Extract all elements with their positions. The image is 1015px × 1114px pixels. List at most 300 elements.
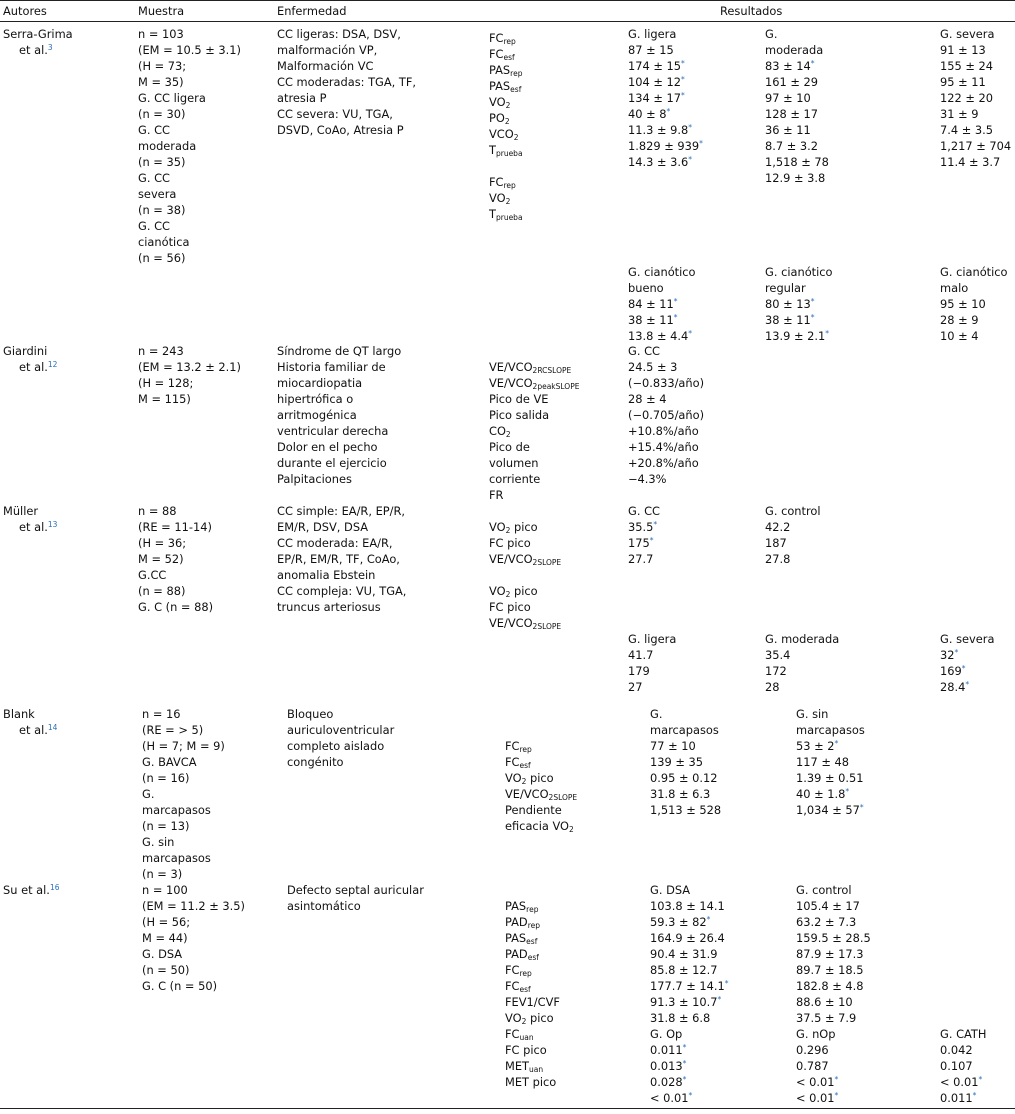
author-line xyxy=(3,706,57,722)
cell-text: VE/VCO xyxy=(489,616,533,630)
result-value xyxy=(940,914,986,930)
result-value xyxy=(796,978,871,994)
result-value xyxy=(650,738,721,754)
cell-text: VO xyxy=(505,771,522,785)
cell-text: FC xyxy=(505,979,520,993)
cell-text: 87.9 ± 17.3 xyxy=(796,947,864,961)
cell-text: 139 ± 35 xyxy=(650,755,704,769)
cell-text: 0.95 ± 0.12 xyxy=(650,771,718,785)
cell-text: 63.2 ± 7.3 xyxy=(796,915,857,929)
sample-cell-line: (n = 38) xyxy=(138,203,186,217)
cell-text: 28 ± 9 xyxy=(940,313,979,327)
cell-text: 32 xyxy=(940,648,955,662)
result-value xyxy=(765,296,833,312)
sample-cell-line: n = 88 xyxy=(138,504,177,518)
cell-text: Serra-Grima xyxy=(3,27,73,41)
result-value xyxy=(628,26,703,42)
significance-asterisk: * xyxy=(673,313,678,322)
cell-text: (−0.833/año) xyxy=(628,376,705,390)
cell-text: Pico de VE xyxy=(489,392,549,406)
disease-cell-line: Bloqueo xyxy=(287,707,334,721)
cell-text: 83 ± 14 xyxy=(765,59,811,73)
result-value xyxy=(796,786,865,802)
cell-text: 105.4 ± 17 xyxy=(796,899,860,913)
disease-cell-line: CC ligeras: DSA, DSV, xyxy=(277,27,401,41)
result-value xyxy=(796,770,865,786)
cell-text: FC pico xyxy=(505,1043,547,1057)
author-line xyxy=(3,26,73,42)
subscript: 2 xyxy=(504,117,510,126)
cell-text: 117 ± 48 xyxy=(796,755,850,769)
result-value xyxy=(650,994,729,1010)
author-line xyxy=(3,519,57,535)
result-value xyxy=(940,328,1008,344)
result-value xyxy=(628,551,660,567)
cell-text: FEV1/CVF xyxy=(505,995,560,1009)
reference-link[interactable]: 3 xyxy=(47,43,53,52)
variable-label xyxy=(489,158,523,174)
significance-asterisk: * xyxy=(961,664,966,673)
disease-cell-line: anomalia Ebstein xyxy=(277,568,376,582)
cell-text: 0.042 xyxy=(940,1043,973,1057)
result-value xyxy=(628,90,703,106)
sample-cell-line: M = 115) xyxy=(138,392,191,406)
disease-cell xyxy=(277,343,401,487)
subscript: prueba xyxy=(495,213,523,222)
result-value xyxy=(765,535,821,551)
sample-cell-line: G. CC xyxy=(138,171,170,185)
result-value xyxy=(940,978,986,994)
sample-cell-line: (EM = 10.5 ± 3.1) xyxy=(138,43,241,57)
author-cell xyxy=(3,706,57,738)
cell-text: 169 xyxy=(940,664,962,678)
cell-text: G. cianótico xyxy=(628,265,696,279)
result-value xyxy=(650,946,729,962)
variable-label xyxy=(505,946,560,962)
result-value xyxy=(796,994,871,1010)
cell-text: 12.9 ± 3.8 xyxy=(765,171,826,185)
cell-text: 42.2 xyxy=(765,520,791,534)
significance-asterisk: * xyxy=(681,75,685,84)
variable-label xyxy=(489,46,523,62)
significance-asterisk: * xyxy=(859,803,864,812)
result-value xyxy=(940,74,1011,90)
cell-text: 38 ± 11 xyxy=(765,313,811,327)
result-value xyxy=(650,786,721,802)
result-value xyxy=(628,631,676,647)
disease-cell-line: malformación VP, xyxy=(277,43,378,57)
subscript: 2SLOPE xyxy=(548,793,578,802)
sample-cell-line: marcapasos xyxy=(142,803,211,817)
result-value xyxy=(796,914,871,930)
result-value xyxy=(765,26,829,42)
cell-text: FC pico xyxy=(489,536,531,550)
cell-text: 1,518 ± 78 xyxy=(765,155,829,169)
cell-text: 11.3 ± 9.8 xyxy=(628,123,689,137)
result-value xyxy=(796,930,871,946)
subscript: rep xyxy=(503,37,516,46)
cell-text: Pico de xyxy=(489,440,530,454)
cell-text: 91.3 ± 10.7 xyxy=(650,995,718,1009)
result-value xyxy=(650,914,729,930)
cell-text: 41.7 xyxy=(628,648,654,662)
cell-text: 1.39 ± 0.51 xyxy=(796,771,864,785)
cell-text: VO xyxy=(489,584,506,598)
significance-asterisk: * xyxy=(688,329,693,338)
sample-cell-line: M = 35) xyxy=(138,75,184,89)
cell-text: 31 ± 9 xyxy=(940,107,979,121)
sample-cell-line: n = 100 xyxy=(142,883,188,897)
result-value xyxy=(628,375,704,391)
cell-text: FC xyxy=(505,739,520,753)
significance-asterisk: * xyxy=(682,1075,687,1084)
cell-text: 91 ± 13 xyxy=(940,43,986,57)
variable-label xyxy=(489,391,579,407)
header-muestra: Muestra xyxy=(138,4,185,18)
author-line xyxy=(3,42,73,58)
sample-cell-line: (H = 36; xyxy=(138,536,187,550)
variable-label xyxy=(489,190,523,206)
result-value xyxy=(628,423,704,439)
cell-text: FR xyxy=(489,488,504,502)
cell-text: +15.4%/año xyxy=(628,440,699,454)
cell-text: et al. xyxy=(19,723,48,737)
cell-text: marcapasos xyxy=(650,723,719,737)
result-column xyxy=(628,503,660,567)
cell-text: VO xyxy=(505,1011,522,1025)
result-value xyxy=(628,391,704,407)
significance-asterisk: * xyxy=(834,1075,839,1084)
result-column xyxy=(628,264,696,344)
cell-text: 0.787 xyxy=(796,1059,829,1073)
cell-text: 40 ± 8 xyxy=(628,107,667,121)
result-value xyxy=(628,154,703,170)
significance-asterisk: * xyxy=(682,1043,687,1052)
subscript: uan xyxy=(528,1065,544,1074)
result-value xyxy=(765,519,821,535)
cell-text: 1,034 ± 57 xyxy=(796,803,860,817)
result-column xyxy=(765,26,829,186)
sample-cell-line: G. DSA xyxy=(142,947,183,961)
result-value xyxy=(940,26,1011,42)
disease-cell-line: Defecto septal auricular xyxy=(287,883,424,897)
subscript: 2peakSLOPE xyxy=(532,382,580,391)
cell-text: 0.011 xyxy=(940,1091,973,1105)
significance-asterisk: * xyxy=(649,536,654,545)
disease-cell-line: CC severa: VU, TGA, xyxy=(277,107,393,121)
author-line xyxy=(3,359,57,375)
variable-label xyxy=(489,439,579,455)
disease-cell-line: auriculoventricular xyxy=(287,723,395,737)
result-value xyxy=(628,455,704,471)
subscript: 2 xyxy=(505,430,511,439)
subscript: rep xyxy=(503,181,516,190)
sample-cell xyxy=(138,26,241,266)
reference-link[interactable]: 12 xyxy=(47,360,58,369)
variable-label xyxy=(489,30,523,46)
cell-text: G. cianótico xyxy=(940,265,1008,279)
cell-text: 27 xyxy=(628,680,643,694)
sample-cell-line: (n = 50) xyxy=(142,963,190,977)
cell-text: 35.4 xyxy=(765,648,791,662)
subscript: rep xyxy=(510,69,523,78)
disease-cell-line: Historia familiar de xyxy=(277,360,386,374)
disease-cell xyxy=(277,503,406,615)
author-cell xyxy=(3,26,73,58)
cell-text: 103.8 ± 14.1 xyxy=(650,899,725,913)
cell-text: G. ligera xyxy=(628,27,677,41)
sample-cell-line: severa xyxy=(138,187,177,201)
subscript: 2 xyxy=(513,133,519,142)
variable-label xyxy=(489,551,561,567)
cell-text: VO xyxy=(489,191,506,205)
sample-cell-line: marcapasos xyxy=(142,851,211,865)
sample-cell-line: G. CC xyxy=(138,123,170,137)
significance-asterisk: * xyxy=(706,915,711,924)
result-value xyxy=(650,978,729,994)
cell-text: 28.4 xyxy=(940,680,966,694)
variable-label xyxy=(505,914,560,930)
variable-label xyxy=(505,1042,560,1058)
result-value xyxy=(765,631,839,647)
reference-link[interactable]: 16 xyxy=(49,883,60,892)
disease-cell-line: EP/R, EM/R, TF, CoAo, xyxy=(277,552,400,566)
cell-text: 13.9 ± 2.1 xyxy=(765,329,826,343)
cell-text: 80 ± 13 xyxy=(765,297,811,311)
disease-cell-line: miocardiopatia xyxy=(277,376,363,390)
reference-link[interactable]: 13 xyxy=(47,520,58,529)
sample-cell-line: G. CC ligera xyxy=(138,91,206,105)
cell-text: VE/VCO xyxy=(489,376,533,390)
cell-text: VO xyxy=(489,95,506,109)
significance-asterisk: * xyxy=(978,1075,983,1084)
cell-text: volumen xyxy=(489,456,539,470)
disease-cell-line: Palpitaciones xyxy=(277,472,352,486)
cell-text: 1,217 ± 704 xyxy=(940,139,1012,153)
significance-asterisk: * xyxy=(653,520,658,529)
cell-text: < 0.01 xyxy=(796,1075,835,1089)
disease-cell-line: completo aislado xyxy=(287,739,385,753)
variable-label xyxy=(489,519,561,535)
result-column xyxy=(628,343,704,487)
cell-text: < 0.01 xyxy=(650,1091,689,1105)
cell-text: 36 ± 11 xyxy=(765,123,811,137)
variable-label xyxy=(505,962,560,978)
result-value xyxy=(796,722,865,738)
result-value xyxy=(765,663,839,679)
variable-label xyxy=(505,706,577,722)
disease-cell-line: DSVD, CoAo, Atresia P xyxy=(277,123,404,137)
sample-cell-line: (H = 73; xyxy=(138,59,187,73)
result-value xyxy=(765,74,829,90)
significance-asterisk: * xyxy=(810,297,815,306)
sample-cell-line: (n = 56) xyxy=(138,251,186,265)
result-column xyxy=(650,882,729,1106)
variable-label xyxy=(489,599,561,615)
sample-cell-line: (RE = > 5) xyxy=(142,723,204,737)
cell-text: 182.8 ± 4.8 xyxy=(796,979,864,993)
cell-text: CO xyxy=(489,424,506,438)
result-value xyxy=(628,679,676,695)
variable-label xyxy=(489,375,579,391)
subscript: 2 xyxy=(505,101,511,110)
subscript: esf xyxy=(526,937,538,946)
variable-label xyxy=(489,487,579,503)
cell-text: FC xyxy=(489,175,504,189)
variable-label xyxy=(505,1026,560,1042)
result-value xyxy=(628,535,660,551)
disease-cell-line: durante el ejercicio xyxy=(277,456,387,470)
result-value xyxy=(628,647,676,663)
variable-label xyxy=(505,722,577,738)
result-value xyxy=(628,58,703,74)
variable-labels xyxy=(489,343,579,503)
variable-label xyxy=(489,503,561,519)
subscript: 2SLOPE xyxy=(532,558,562,567)
result-value xyxy=(628,312,696,328)
result-value xyxy=(940,106,1011,122)
significance-asterisk: * xyxy=(688,155,693,164)
cell-text: 97 ± 10 xyxy=(765,91,811,105)
variable-label xyxy=(489,471,579,487)
result-value xyxy=(628,138,703,154)
sample-cell xyxy=(138,503,213,615)
result-value xyxy=(650,962,729,978)
cell-text: PAS xyxy=(489,79,511,93)
cell-text: Su et al. xyxy=(3,883,50,897)
variable-label xyxy=(489,455,579,471)
result-value xyxy=(765,170,829,186)
cell-text: 177.7 ± 14.1 xyxy=(650,979,725,993)
table-bottom-rule xyxy=(0,1108,1015,1109)
sample-cell-line: cianótica xyxy=(138,235,190,249)
sample-cell-line: (n = 35) xyxy=(138,155,186,169)
header-resultados: Resultados xyxy=(720,4,783,18)
result-value xyxy=(628,471,704,487)
result-value xyxy=(628,280,696,296)
cell-text: MET xyxy=(505,1059,529,1073)
sample-cell-line: moderada xyxy=(138,139,197,153)
significance-asterisk: * xyxy=(825,329,830,338)
result-value xyxy=(650,1074,729,1090)
cell-text: 187 xyxy=(765,536,787,550)
cell-text: < 0.01 xyxy=(940,1075,979,1089)
result-value xyxy=(796,962,871,978)
result-value xyxy=(940,631,994,647)
subscript: 2SLOPE xyxy=(532,622,562,631)
cell-text: 95 ± 11 xyxy=(940,75,986,89)
cell-text: 38 ± 11 xyxy=(628,313,674,327)
cell-text: G. severa xyxy=(940,27,995,41)
cell-text: 28 xyxy=(765,680,780,694)
result-value xyxy=(628,503,660,519)
disease-cell-line: CC simple: EA/R, EP/R, xyxy=(277,504,406,518)
disease-cell xyxy=(287,882,424,914)
cell-text: 53 ± 2 xyxy=(796,739,835,753)
disease-cell xyxy=(277,26,416,138)
subscript: rep xyxy=(519,745,532,754)
result-value xyxy=(796,754,865,770)
result-value xyxy=(650,706,721,722)
significance-asterisk: * xyxy=(810,59,815,68)
result-value xyxy=(796,802,865,818)
result-value xyxy=(628,343,704,359)
result-value xyxy=(940,1042,986,1058)
author-cell xyxy=(3,882,59,898)
variable-label xyxy=(489,78,523,94)
result-value xyxy=(940,122,1011,138)
cell-text: 128 ± 17 xyxy=(765,107,819,121)
cell-text: 155 ± 24 xyxy=(940,59,994,73)
reference-link[interactable]: 14 xyxy=(47,723,58,732)
cell-suffix: pico xyxy=(510,584,538,598)
cell-text: 134 ± 17 xyxy=(628,91,682,105)
cell-text: FC xyxy=(489,47,504,61)
cell-text: marcapasos xyxy=(796,723,865,737)
sample-cell-line: n = 103 xyxy=(138,27,184,41)
cell-text: 161 ± 29 xyxy=(765,75,819,89)
cell-text: +10.8%/año xyxy=(628,424,699,438)
variable-labels xyxy=(505,706,577,834)
variable-labels xyxy=(489,30,523,222)
cell-text: 88.6 ± 10 xyxy=(796,995,853,1009)
result-value xyxy=(796,1090,871,1106)
cell-text: G. xyxy=(650,707,663,721)
cell-text: 122 ± 20 xyxy=(940,91,994,105)
author-line xyxy=(3,343,57,359)
result-column xyxy=(796,882,871,1106)
cell-text: T xyxy=(489,207,496,221)
cell-text: et al. xyxy=(19,43,48,57)
result-value xyxy=(796,1010,871,1026)
disease-cell-line: congénito xyxy=(287,755,344,769)
result-column xyxy=(628,631,676,695)
variable-label xyxy=(505,802,577,818)
subscript: 2 xyxy=(569,825,574,834)
cell-text: 10 ± 4 xyxy=(940,329,979,343)
sample-cell-line: (H = 7; M = 9) xyxy=(142,739,225,753)
result-value xyxy=(765,280,833,296)
cell-text: G. DSA xyxy=(650,883,691,897)
result-value xyxy=(940,264,1008,280)
cell-text: VCO xyxy=(489,127,514,141)
cell-text: 31.8 ± 6.3 xyxy=(650,787,711,801)
result-value xyxy=(940,296,1008,312)
result-value xyxy=(940,154,1011,170)
cell-text: 89.7 ± 18.5 xyxy=(796,963,864,977)
disease-cell-line: arritmogénica xyxy=(277,408,357,422)
cell-text: G. Op xyxy=(650,1027,683,1041)
subscript: 2 xyxy=(521,1017,527,1026)
sample-cell-line: (EM = 13.2 ± 2.1) xyxy=(138,360,241,374)
cell-text: 0.013 xyxy=(650,1059,683,1073)
sample-cell-line: G. xyxy=(142,787,155,801)
result-value xyxy=(650,1058,729,1074)
cell-text: < 0.01 xyxy=(796,1091,835,1105)
variable-label xyxy=(489,407,579,423)
significance-asterisk: * xyxy=(688,123,693,132)
variable-label xyxy=(505,978,560,994)
significance-asterisk: * xyxy=(717,995,722,1004)
sample-cell-line: G. BAVCA xyxy=(142,755,197,769)
cell-text: et al. xyxy=(19,360,48,374)
cell-text: FC xyxy=(489,31,504,45)
significance-asterisk: * xyxy=(673,297,678,306)
sample-cell-line: G.CC xyxy=(138,568,167,582)
variable-label xyxy=(489,359,579,375)
header-autores: Autores xyxy=(3,4,47,18)
subscript: esf xyxy=(503,53,515,62)
